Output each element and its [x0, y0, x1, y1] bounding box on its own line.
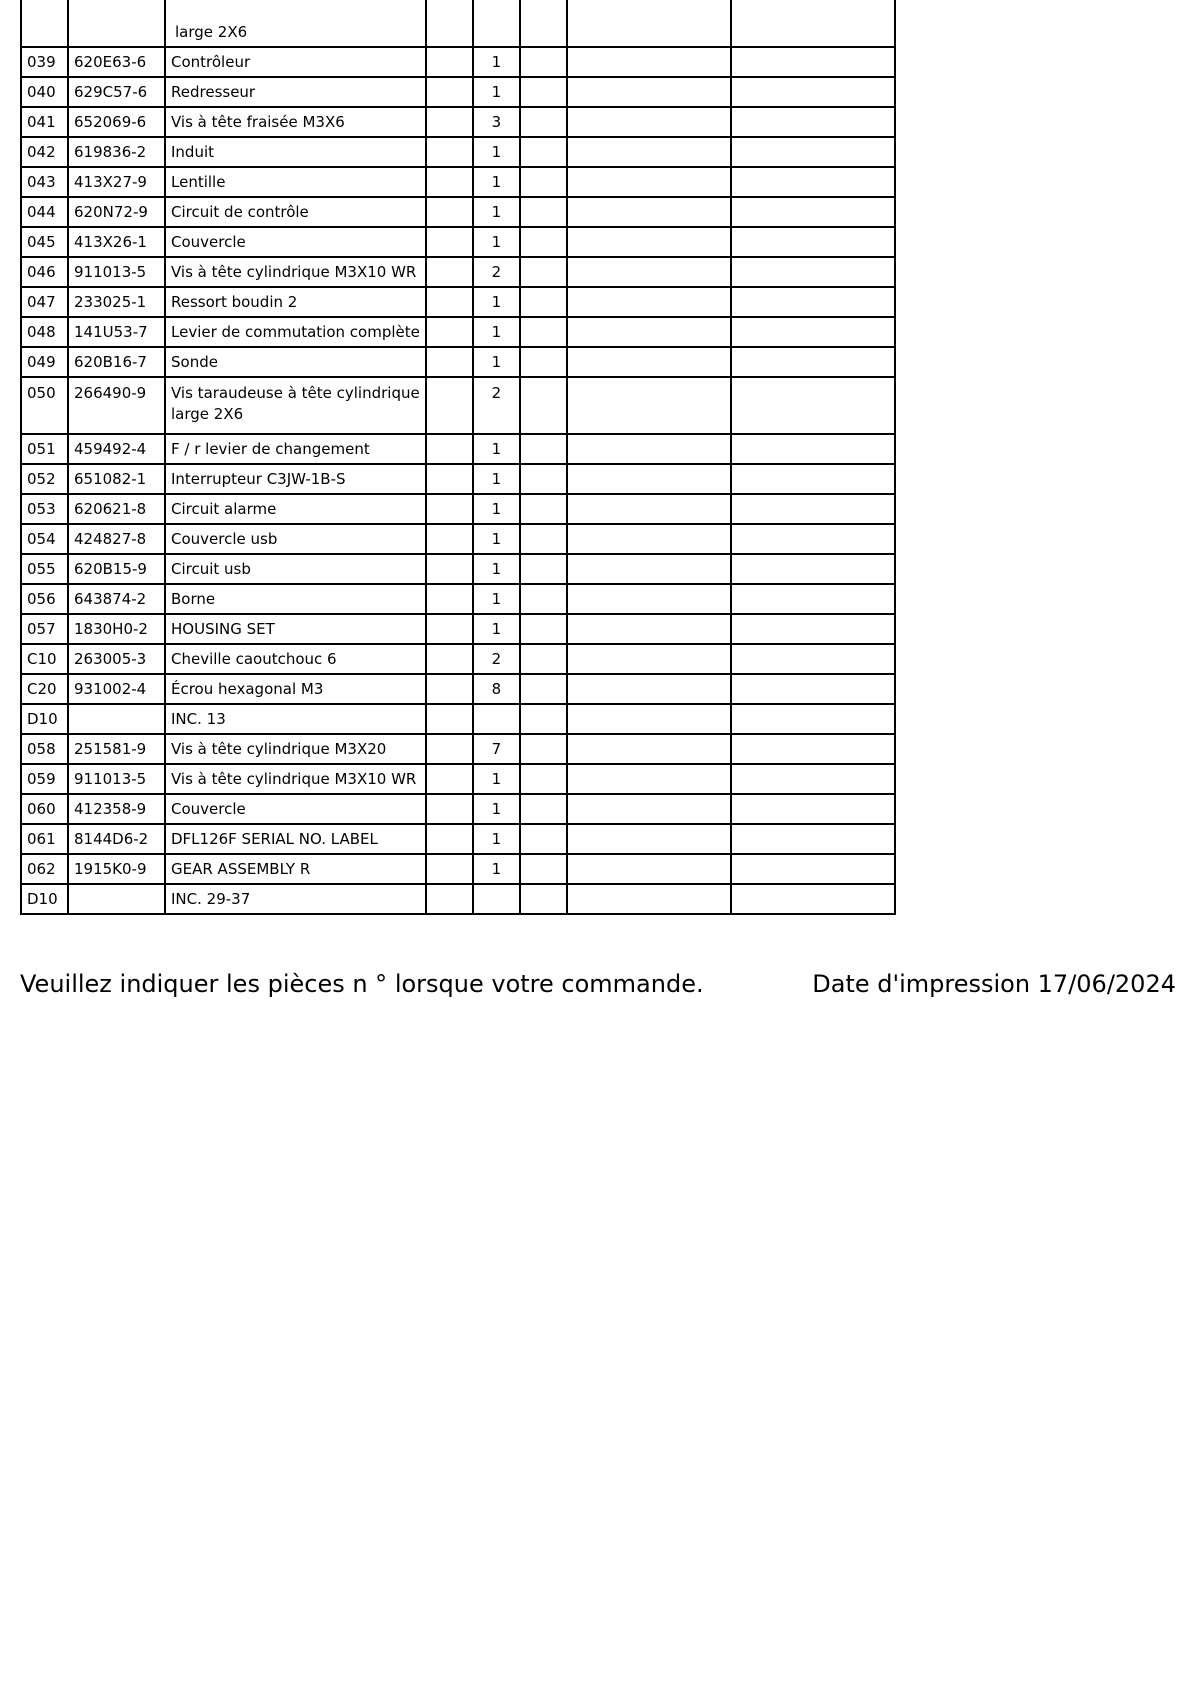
- cell-empty: [426, 287, 473, 317]
- table-row: [21, 674, 895, 704]
- cell-empty: [520, 794, 567, 824]
- cell-description: large 2X6: [165, 0, 426, 47]
- cell-description: Couvercle: [165, 794, 426, 824]
- cell-index: 054: [21, 524, 68, 554]
- cell-reference: 651082-1: [68, 464, 165, 494]
- cell-empty: [426, 77, 473, 107]
- cell-empty: [426, 167, 473, 197]
- table-row: [21, 614, 895, 644]
- cell-empty: [731, 764, 895, 794]
- cell-empty: [426, 554, 473, 584]
- cell-description: DFL126F SERIAL NO. LABEL: [165, 824, 426, 854]
- cell-index: 041: [21, 107, 68, 137]
- cell-description: INC. 13: [165, 704, 426, 734]
- table-row: [21, 584, 895, 614]
- cell-index: 060: [21, 794, 68, 824]
- cell-empty: [567, 47, 731, 77]
- cell-empty: [426, 884, 473, 914]
- cell-reference: 424827-8: [68, 524, 165, 554]
- cell-reference: 251581-9: [68, 734, 165, 764]
- cell-description: INC. 29-37: [165, 884, 426, 914]
- cell-description: Interrupteur C3JW-1B-S: [165, 464, 426, 494]
- table-row: [21, 884, 895, 914]
- cell-description: Vis à tête fraisée M3X6: [165, 107, 426, 137]
- cell-quantity: [473, 884, 520, 914]
- cell-empty: [426, 584, 473, 614]
- cell-empty: [520, 494, 567, 524]
- cell-empty: [731, 257, 895, 287]
- table-row: [21, 524, 895, 554]
- table-row: [21, 47, 895, 77]
- cell-index: 040: [21, 77, 68, 107]
- cell-empty: [567, 227, 731, 257]
- cell-empty: [567, 377, 731, 434]
- cell-empty: [731, 884, 895, 914]
- cell-empty: [567, 317, 731, 347]
- table-row: [21, 227, 895, 257]
- cell-index: 056: [21, 584, 68, 614]
- cell-empty: [731, 77, 895, 107]
- cell-empty: [426, 644, 473, 674]
- cell-index: 058: [21, 734, 68, 764]
- cell-empty: [520, 704, 567, 734]
- cell-quantity: 1: [473, 824, 520, 854]
- cell-description: Levier de commutation complète: [165, 317, 426, 347]
- cell-quantity: 3: [473, 107, 520, 137]
- cell-empty: [567, 734, 731, 764]
- cell-quantity: 1: [473, 494, 520, 524]
- cell-empty: [567, 494, 731, 524]
- cell-index: 044: [21, 197, 68, 227]
- cell-quantity: 2: [473, 377, 520, 434]
- cell-empty: [426, 704, 473, 734]
- cell-index: 059: [21, 764, 68, 794]
- cell-quantity: 2: [473, 644, 520, 674]
- cell-empty: [731, 554, 895, 584]
- cell-empty: [731, 824, 895, 854]
- cell-reference: [68, 704, 165, 734]
- print-date: Date d'impression 17/06/2024: [812, 970, 1176, 998]
- cell-reference: 141U53-7: [68, 317, 165, 347]
- table-row: [21, 794, 895, 824]
- cell-description: Vis taraudeuse à tête cylindrique large 2X6: [165, 377, 426, 434]
- cell-empty: [426, 674, 473, 704]
- cell-empty: [731, 47, 895, 77]
- cell-empty: [520, 317, 567, 347]
- cell-description: Vis à tête cylindrique M3X20: [165, 734, 426, 764]
- cell-quantity: 1: [473, 137, 520, 167]
- cell-index: 042: [21, 137, 68, 167]
- table-row: [21, 317, 895, 347]
- cell-description: Vis à tête cylindrique M3X10 WR: [165, 257, 426, 287]
- cell-empty: [426, 317, 473, 347]
- cell-index: 043: [21, 167, 68, 197]
- cell-reference: 8144D6-2: [68, 824, 165, 854]
- cell-quantity: 8: [473, 674, 520, 704]
- cell-empty: [520, 554, 567, 584]
- cell-empty: [731, 494, 895, 524]
- cell-quantity: 1: [473, 854, 520, 884]
- table-row: [21, 347, 895, 377]
- cell-index: [21, 0, 68, 47]
- cell-empty: [520, 0, 567, 47]
- cell-quantity: 7: [473, 734, 520, 764]
- cell-reference: [68, 884, 165, 914]
- table-row: [21, 77, 895, 107]
- cell-empty: [426, 764, 473, 794]
- cell-empty: [567, 824, 731, 854]
- cell-empty: [567, 644, 731, 674]
- parts-table-body: [21, 0, 895, 914]
- cell-empty: [426, 524, 473, 554]
- cell-index: 048: [21, 317, 68, 347]
- table-row: [21, 464, 895, 494]
- cell-quantity: 1: [473, 347, 520, 377]
- cell-index: 039: [21, 47, 68, 77]
- cell-empty: [731, 464, 895, 494]
- cell-reference: 911013-5: [68, 764, 165, 794]
- cell-empty: [520, 77, 567, 107]
- cell-reference: 911013-5: [68, 257, 165, 287]
- cell-index: 057: [21, 614, 68, 644]
- table-row: [21, 644, 895, 674]
- cell-empty: [567, 347, 731, 377]
- cell-quantity: 1: [473, 227, 520, 257]
- cell-index: 053: [21, 494, 68, 524]
- cell-empty: [567, 614, 731, 644]
- cell-reference: [68, 0, 165, 47]
- cell-reference: 412358-9: [68, 794, 165, 824]
- cell-description: Couvercle: [165, 227, 426, 257]
- table-row: [21, 107, 895, 137]
- cell-empty: [731, 644, 895, 674]
- cell-empty: [426, 347, 473, 377]
- cell-reference: 266490-9: [68, 377, 165, 434]
- cell-empty: [520, 107, 567, 137]
- cell-empty: [520, 257, 567, 287]
- cell-empty: [520, 524, 567, 554]
- cell-empty: [520, 197, 567, 227]
- cell-empty: [520, 47, 567, 77]
- table-row: [21, 287, 895, 317]
- cell-quantity: 1: [473, 794, 520, 824]
- cell-empty: [520, 734, 567, 764]
- cell-empty: [567, 167, 731, 197]
- cell-empty: [567, 197, 731, 227]
- cell-index: 046: [21, 257, 68, 287]
- cell-empty: [731, 524, 895, 554]
- cell-empty: [731, 347, 895, 377]
- order-note: Veuillez indiquer les pièces n ° lorsque votre commande.: [20, 970, 704, 998]
- cell-empty: [520, 884, 567, 914]
- table-row: [21, 494, 895, 524]
- cell-quantity: 1: [473, 614, 520, 644]
- cell-empty: [520, 644, 567, 674]
- cell-reference: 413X27-9: [68, 167, 165, 197]
- cell-description: Couvercle usb: [165, 524, 426, 554]
- cell-empty: [731, 734, 895, 764]
- cell-quantity: 1: [473, 764, 520, 794]
- cell-empty: [520, 464, 567, 494]
- cell-empty: [731, 794, 895, 824]
- cell-index: 061: [21, 824, 68, 854]
- cell-description: GEAR ASSEMBLY R: [165, 854, 426, 884]
- cell-description: Redresseur: [165, 77, 426, 107]
- cell-quantity: 1: [473, 197, 520, 227]
- cell-reference: 620621-8: [68, 494, 165, 524]
- cell-empty: [731, 0, 895, 47]
- cell-empty: [520, 584, 567, 614]
- cell-empty: [567, 0, 731, 47]
- cell-index: C10: [21, 644, 68, 674]
- table-row: [21, 434, 895, 464]
- cell-empty: [567, 554, 731, 584]
- cell-empty: [731, 614, 895, 644]
- cell-quantity: 1: [473, 317, 520, 347]
- cell-reference: 620B16-7: [68, 347, 165, 377]
- cell-empty: [426, 854, 473, 884]
- table-row-continued: [21, 0, 895, 47]
- cell-empty: [520, 824, 567, 854]
- cell-empty: [731, 107, 895, 137]
- cell-index: 051: [21, 434, 68, 464]
- cell-reference: 931002-4: [68, 674, 165, 704]
- cell-index: D10: [21, 884, 68, 914]
- cell-empty: [426, 377, 473, 434]
- cell-index: 062: [21, 854, 68, 884]
- cell-empty: [520, 434, 567, 464]
- cell-quantity: 1: [473, 464, 520, 494]
- cell-reference: 620E63-6: [68, 47, 165, 77]
- cell-empty: [426, 257, 473, 287]
- cell-empty: [731, 167, 895, 197]
- cell-index: D10: [21, 704, 68, 734]
- cell-empty: [567, 464, 731, 494]
- table-row: [21, 854, 895, 884]
- table-row: [21, 197, 895, 227]
- cell-empty: [426, 464, 473, 494]
- cell-empty: [567, 434, 731, 464]
- cell-description: Sonde: [165, 347, 426, 377]
- cell-empty: [520, 377, 567, 434]
- cell-empty: [426, 494, 473, 524]
- cell-empty: [520, 854, 567, 884]
- cell-empty: [567, 107, 731, 137]
- cell-description: Lentille: [165, 167, 426, 197]
- cell-quantity: 1: [473, 554, 520, 584]
- cell-empty: [426, 824, 473, 854]
- cell-description: Cheville caoutchouc 6: [165, 644, 426, 674]
- table-row: [21, 734, 895, 764]
- cell-quantity: 2: [473, 257, 520, 287]
- cell-empty: [567, 287, 731, 317]
- cell-reference: 629C57-6: [68, 77, 165, 107]
- cell-empty: [731, 287, 895, 317]
- cell-empty: [520, 287, 567, 317]
- cell-empty: [731, 854, 895, 884]
- cell-description: Induit: [165, 137, 426, 167]
- cell-quantity: 1: [473, 524, 520, 554]
- cell-empty: [567, 674, 731, 704]
- cell-quantity: 1: [473, 77, 520, 107]
- cell-description: Contrôleur: [165, 47, 426, 77]
- cell-quantity: 1: [473, 167, 520, 197]
- table-row: [21, 137, 895, 167]
- cell-description: Circuit alarme: [165, 494, 426, 524]
- cell-description: HOUSING SET: [165, 614, 426, 644]
- cell-empty: [426, 794, 473, 824]
- cell-description: Ressort boudin 2: [165, 287, 426, 317]
- cell-index: 050: [21, 377, 68, 434]
- cell-empty: [520, 227, 567, 257]
- cell-empty: [567, 794, 731, 824]
- cell-empty: [731, 377, 895, 434]
- cell-empty: [520, 347, 567, 377]
- table-row: [21, 764, 895, 794]
- table-row: [21, 257, 895, 287]
- cell-empty: [567, 524, 731, 554]
- cell-empty: [426, 107, 473, 137]
- cell-index: 052: [21, 464, 68, 494]
- cell-reference: 413X26-1: [68, 227, 165, 257]
- cell-empty: [520, 614, 567, 644]
- cell-reference: 233025-1: [68, 287, 165, 317]
- cell-empty: [567, 257, 731, 287]
- cell-description: Borne: [165, 584, 426, 614]
- cell-empty: [426, 734, 473, 764]
- cell-empty: [426, 47, 473, 77]
- cell-quantity: 1: [473, 287, 520, 317]
- cell-empty: [731, 704, 895, 734]
- cell-index: 045: [21, 227, 68, 257]
- cell-empty: [426, 614, 473, 644]
- cell-empty: [731, 317, 895, 347]
- cell-reference: 652069-6: [68, 107, 165, 137]
- cell-empty: [520, 167, 567, 197]
- cell-description: F / r levier de changement: [165, 434, 426, 464]
- cell-reference: 1830H0-2: [68, 614, 165, 644]
- table-row: [21, 554, 895, 584]
- cell-empty: [567, 854, 731, 884]
- cell-reference: 620B15-9: [68, 554, 165, 584]
- cell-empty: [520, 137, 567, 167]
- cell-index: 055: [21, 554, 68, 584]
- cell-empty: [731, 197, 895, 227]
- cell-reference: 643874-2: [68, 584, 165, 614]
- cell-reference: 459492-4: [68, 434, 165, 464]
- cell-description: Vis à tête cylindrique M3X10 WR: [165, 764, 426, 794]
- cell-quantity: [473, 0, 520, 47]
- cell-reference: 620N72-9: [68, 197, 165, 227]
- cell-empty: [520, 764, 567, 794]
- cell-quantity: 1: [473, 434, 520, 464]
- parts-table: [20, 0, 896, 915]
- cell-empty: [426, 137, 473, 167]
- cell-index: C20: [21, 674, 68, 704]
- cell-empty: [567, 704, 731, 734]
- cell-empty: [567, 764, 731, 794]
- cell-empty: [426, 197, 473, 227]
- table-row: [21, 824, 895, 854]
- cell-empty: [731, 584, 895, 614]
- cell-empty: [731, 227, 895, 257]
- cell-index: 047: [21, 287, 68, 317]
- cell-empty: [520, 674, 567, 704]
- cell-empty: [731, 434, 895, 464]
- cell-index: 049: [21, 347, 68, 377]
- cell-empty: [426, 0, 473, 47]
- cell-empty: [567, 884, 731, 914]
- cell-reference: 263005-3: [68, 644, 165, 674]
- cell-empty: [731, 674, 895, 704]
- cell-empty: [426, 227, 473, 257]
- table-row: [21, 167, 895, 197]
- cell-empty: [567, 137, 731, 167]
- cell-quantity: [473, 704, 520, 734]
- cell-reference: 1915K0-9: [68, 854, 165, 884]
- cell-description: Circuit de contrôle: [165, 197, 426, 227]
- cell-empty: [567, 77, 731, 107]
- cell-empty: [567, 584, 731, 614]
- table-row: [21, 377, 895, 434]
- cell-empty: [426, 434, 473, 464]
- cell-quantity: 1: [473, 584, 520, 614]
- cell-description: Écrou hexagonal M3: [165, 674, 426, 704]
- cell-quantity: 1: [473, 47, 520, 77]
- cell-empty: [731, 137, 895, 167]
- cell-reference: 619836-2: [68, 137, 165, 167]
- table-row: [21, 704, 895, 734]
- cell-description: Circuit usb: [165, 554, 426, 584]
